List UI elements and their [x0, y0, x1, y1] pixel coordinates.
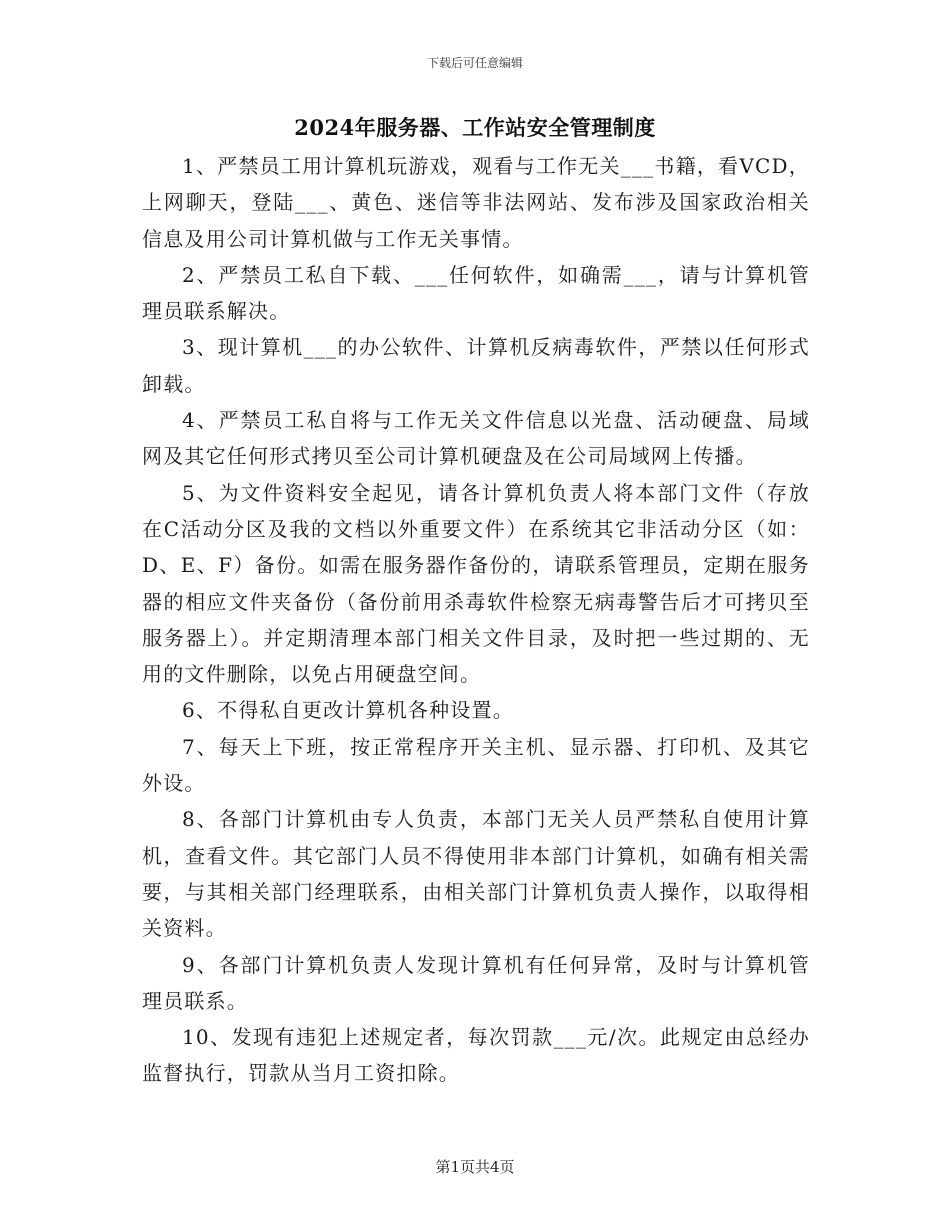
- clause-10: 10、发现有违犯上述规定者，每次罚款___元/次。此规定由总经办监督执行，罚款从当月工资扣除。: [142, 1025, 810, 1086]
- clause-3: 3、现计算机___的办公软件、计算机反病毒软件，严禁以任何形式卸载。: [142, 335, 810, 396]
- clause-8: 8、各部门计算机由专人负责，本部门无关人员严禁私自使用计算机，查看文件。其它部门人员不得使用非本部门计算机，如确有相关需要，与其相关部门经理联系，由相关部门计算机负责人操作，以取得相关资料。: [142, 807, 810, 941]
- clause-5: 5、为文件资料安全起见，请各计算机负责人将本部门文件（存放在C活动分区及我的文档以外重要文件）在系统其它非活动分区（如：D、E、F）备份。如需在服务器作备份的，请联系管理员，定期在服务器的相应文件夹备份（备份前用杀毒软件检察无病毒警告后才可拷贝至服务器上）。并定期清理本部门相关文件目录，及时把一些过期的、无用的文件删除，以免占用硬盘空间。: [142, 480, 810, 687]
- page-number: 第1页共4页: [435, 1158, 515, 1176]
- document-body: [142, 148, 810, 1092]
- clause-9: 9、各部门计算机负责人发现计算机有任何异常，及时与计算机管理员联系。: [142, 952, 810, 1013]
- clause-7: 7、每天上下班，按正常程序开关主机、显示器、打印机、及其它外设。: [142, 734, 810, 796]
- page-header-note: 下载后可任意编辑: [426, 56, 523, 70]
- clause-6: 6、不得私自更改计算机各种设置。: [182, 698, 514, 723]
- document-title: 2024年服务器、工作站安全管理制度: [294, 115, 656, 140]
- clause-1: 1、严禁员工用计算机玩游戏，观看与工作无关___书籍，看VCD，上网聊天，登陆___、黄色、迷信等非法网站、发布涉及国家政治相关信息及用公司计算机做与工作无关事情。: [142, 154, 810, 251]
- clause-4: 4、严禁员工私自将与工作无关文件信息以光盘、活动硬盘、局域网及其它任何形式拷贝至公司计算机硬盘及在公司局域网上传播。: [142, 408, 810, 469]
- clause-2: 2、严禁员工私自下载、___任何软件，如确需___，请与计算机管理员联系解决。: [142, 262, 810, 324]
